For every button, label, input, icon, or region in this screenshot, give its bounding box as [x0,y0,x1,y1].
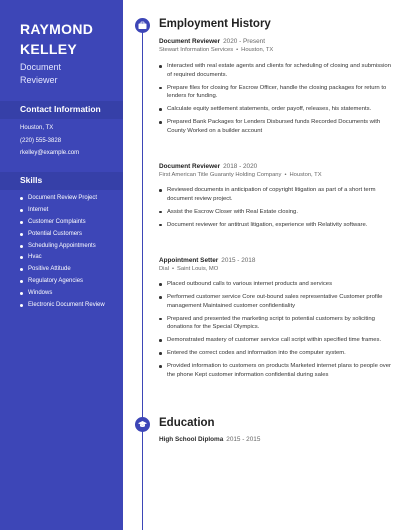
contact-heading: Contact Information [20,104,101,114]
job-title: Document Reviewer [159,163,221,170]
contact-section-header [0,101,123,119]
skill-item: Customer Complaints [20,219,105,231]
skill-item: Electronic Document Review [20,302,105,314]
job-company: Dial [159,266,169,272]
education-heading: Education [159,417,215,429]
job-dates: 2015 - 2018 [221,257,256,264]
skills-heading: Skills [20,175,43,185]
briefcase-icon [135,18,150,33]
job-bullet: Entered the correct codes and information into the computer system. [159,349,391,358]
job-location: Houston, TX [289,172,322,178]
job-company-line: Stewart Information Services • Houston, TX [159,47,274,53]
sidebar [0,0,123,530]
candidate-title [20,61,61,87]
skill-item: Windows [20,290,105,302]
timeline-line [142,24,143,530]
skill-item: Positive Attitude [20,266,105,278]
job-company-line: Dial • Saint Louis, MO [159,266,219,272]
job-entry [159,257,391,384]
contact-phone: (220) 555-3828 [20,138,62,144]
job-entry [159,163,391,234]
skill-item: Regulatory Agencies [20,278,105,290]
job-bullet: Calculate equity settlement statements, order payoff, releases, his statements. [159,105,391,114]
job-header [159,257,391,265]
contact-email[interactable]: rkelley@example.com [20,150,80,156]
job-bullet: Reviewed documents in anticipation of copyright litigation as part of a short term document review project. [159,186,391,203]
degree: High School Diploma [159,436,224,443]
job-title: Appointment Setter [159,257,219,264]
candidate-name [20,19,93,59]
job-header [159,38,391,46]
first-name: RAYMOND [20,21,94,37]
job-bullets [159,280,391,379]
title-line-1: Document [20,62,62,72]
job-bullets [159,186,391,229]
job-dates: 2018 - 2020 [223,163,258,170]
title-line-2: Reviewer [20,75,58,85]
job-bullets [159,62,391,135]
last-name: KELLEY [20,41,78,57]
job-header [159,163,391,171]
job-bullet: Document reviewer for antitrust litigation, experience with Relativity software. [159,221,391,230]
job-bullet: Prepared and presented the marketing script to potential customers by soliciting donations for the Special Olympics. [159,315,391,332]
contact-location: Houston, TX [20,125,54,131]
job-title: Document Reviewer [159,38,221,45]
degree-dates: 2015 - 2015 [226,436,261,443]
skills-section-header [0,172,123,190]
job-bullet: Prepared Bank Packages for Lenders Disbursed funds Recorded Documents with County Worked on a builder account [159,118,391,135]
skill-item: Hvac [20,254,105,266]
job-dates: 2020 - Present [223,38,266,45]
job-bullet: Demonstrated mastery of customer service call script within specified time frames. [159,336,391,345]
skill-item: Document Review Project [20,195,105,207]
job-bullet: Assist the Escrow Closer with Real Estate closing. [159,208,391,217]
job-company: Stewart Information Services [159,47,234,53]
graduation-cap-icon [135,417,150,432]
job-bullet: Placed outbound calls to various internet products and services [159,280,391,289]
job-company: First American Title Guaranty Holding Company [159,172,282,178]
skill-item: Potential Customers [20,231,105,243]
employment-heading: Employment History [159,18,271,30]
skill-item: Scheduling Appointments [20,243,105,255]
job-bullet: Performed customer service Core out-bound sales representative Customer profile management Maintained customer confidentiality [159,293,391,310]
skill-item: Internet [20,207,105,219]
skills-list [20,195,105,314]
job-location: Houston, TX [241,47,274,53]
job-bullet: Provided information to customers on products Marketed internet plans to people over the phone Kept customer information confidential during sales [159,362,391,379]
job-bullet: Interacted with real estate agents and clients for scheduling of closing and submission of required documents. [159,62,391,79]
job-entry [159,38,391,140]
education-entry [159,436,260,443]
job-bullet: Prepare files for closing for Escrow Officer, handle the closing packages for return to lenders for funding. [159,84,391,101]
job-location: Saint Louis, MO [177,266,219,272]
job-company-line: First American Title Guaranty Holding Company • Houston, TX [159,172,322,178]
